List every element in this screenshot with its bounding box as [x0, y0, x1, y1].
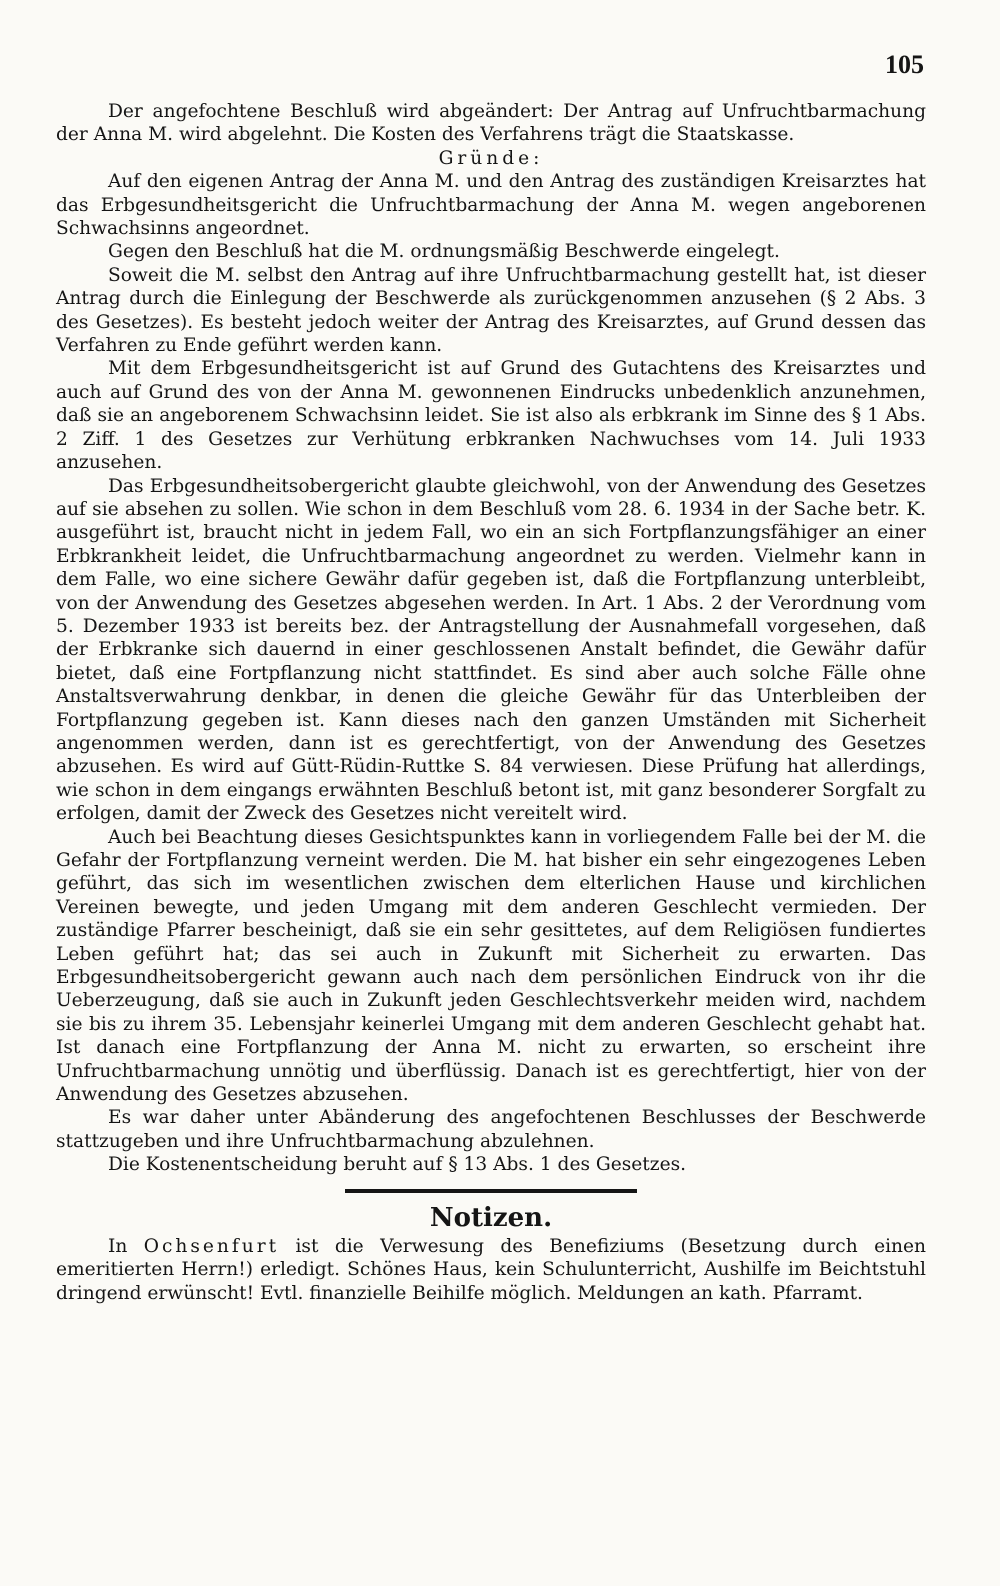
paragraph: Auf den eigenen Antrag der Anna M. und den Antrag des zuständigen Kreisarztes hat das Erbgesundheitsgericht die Unfruchtbarmachung der Anna M. wegen angeborenen Schwachsinns angeordnet. — [56, 171, 926, 240]
page-number: 105 — [885, 50, 924, 79]
section-divider — [345, 1189, 637, 1193]
paragraph: Es war daher unter Abänderung des angefochtenen Beschlusses der Beschwerde stattzugeben und ihre Unfruchtbarmachung abzulehnen. — [56, 1107, 926, 1152]
decision-paragraph: Der angefochtene Beschluß wird abgeändert: Der Antrag auf Unfruchtbarmachung der Anna M. wird abgelehnt. Die Kosten des Verfahrens trägt die Staatskasse. — [56, 101, 926, 146]
paragraph: Auch bei Beachtung dieses Gesichtspunktes kann in vorliegendem Falle bei der M. die Gefahr der Fortpflanzung verneint werden. Die M. hat bisher ein sehr eingezogenes Leben geführt, das sich im wesentlichen zwischen dem elterlichen Hause und kirchlichen Vereinen bewegte, und jeden Umgang mit dem anderen Geschlecht vermieden. Der zuständige Pfarrer bescheinigt, daß sie ein sehr gesittetes, auf dem Religiösen fundiertes Leben geführt hat; das sei auch in Zukunft mit Sicherheit zu erwarten. Das Erbgesundheitsobergericht gewann auch nach dem persönlichen Eindruck von ihr die Ueberzeugung, daß sie auch in Zukunft jeden Geschlechtsverkehr meiden wird, nachdem sie bis zu ihrem 35. Lebensjahr keinerlei Umgang mit dem anderen Geschlecht gehabt hat. Ist danach eine Fortpflanzung der Anna M. nicht zu erwarten, so erscheint ihre Unfruchtbarmachung unnötig und überflüssig. Danach ist es gerechtfertigt, hier von der Anwendung des Gesetzes abzusehen. — [56, 826, 926, 1106]
notes-title: Notizen. — [429, 1202, 553, 1233]
notes-paragraph — [56, 1235, 926, 1305]
paragraph: Das Erbgesundheitsobergericht glaubte gleichwohl, von der Anwendung des Gesetzes auf sie absehen zu sollen. Wie schon in dem Beschluß vom 28. 6. 1934 in der Sache betr. K. ausgeführt ist, braucht nicht in jedem Fall, wo ein an sich Fortpflanzungsfähiger an einer Erbkrankheit leidet, die Unfruchtbarmachung angeordnet zu werden. Vielmehr kann in dem Falle, wo eine sichere Gewähr dafür gegeben ist, daß die Fortpflanzung unterbleibt, von der Anwendung des Gesetzes abgesehen werden. In Art. 1 Abs. 2 der Verordnung vom 5. Dezember 1933 ist bereits bez. der Antragstellung der Ausnahmefall vorgesehen, daß der Erbkranke sich dauernd in einer geschlossenen Anstalt befindet, die Gewähr dafür bietet, daß eine Fortpflanzung nicht stattfindet. Es sind aber auch solche Fälle ohne Anstaltsverwahrung denkbar, in denen die gleiche Gewähr für das Unterbleiben der Fortpflanzung gegeben ist. Kann dieses nach den ganzen Umständen mit Sicherheit angenommen werden, dann ist es gerechtfertigt, von der Anwendung des Gesetzes abzusehen. Es wird auf Gütt-Rüdin-Ruttke S. 84 verwiesen. Diese Prüfung hat allerdings, wie schon in dem eingangs erwähnten Beschluß betont ist, mit ganz besonderer Sorgfalt zu erfolgen, damit der Zweck des Gesetzes nicht vereitelt wird. — [56, 475, 926, 825]
notes-place: Ochsenfurt — [143, 1235, 280, 1257]
paragraph: Die Kostenentscheidung beruht auf § 13 Abs. 1 des Gesetzes. — [108, 1154, 687, 1176]
paragraph: Mit dem Erbgesundheitsgericht ist auf Grund des Gutachtens des Kreisarztes und auch auf Grund des von der Anna M. gewonnenen Eindrucks unbedenklich anzunehmen, daß sie an angeborenem Schwachsinn leidet. Sie ist also als erbkrank im Sinne des § 1 Abs. 2 Ziff. 1 des Gesetzes zur Verhütung erbkranken Nachwuchses vom 14. Juli 1933 anzusehen. — [56, 358, 926, 474]
notes-text: ist die Verwesung des Benefiziums (Besetzung durch einen emeritierten Herrn!) erledigt. Schönes Haus, kein Schulunterricht, Aushilfe im Beichtstuhl dringend erwünscht! Evtl. finanzielle Beihilfe möglich. Meldungen an kath. Pfarramt. — [56, 1235, 926, 1304]
paragraph: Gegen den Beschluß hat die M. ordnungsmäßig Beschwerde eingelegt. — [108, 241, 780, 263]
grounds-heading: Gründe: — [438, 147, 544, 169]
article-body — [56, 100, 926, 1305]
paragraph: Soweit die M. selbst den Antrag auf ihre Unfruchtbarmachung gestellt hat, ist dieser Antrag durch die Einlegung der Beschwerde als zurückgenommen anzusehen (§ 2 Abs. 3 des Gesetzes). Es besteht jedoch weiter der Antrag des Kreisarztes, auf Grund dessen das Verfahren zu Ende geführt werden kann. — [56, 264, 926, 357]
notes-lead: In — [108, 1235, 128, 1257]
